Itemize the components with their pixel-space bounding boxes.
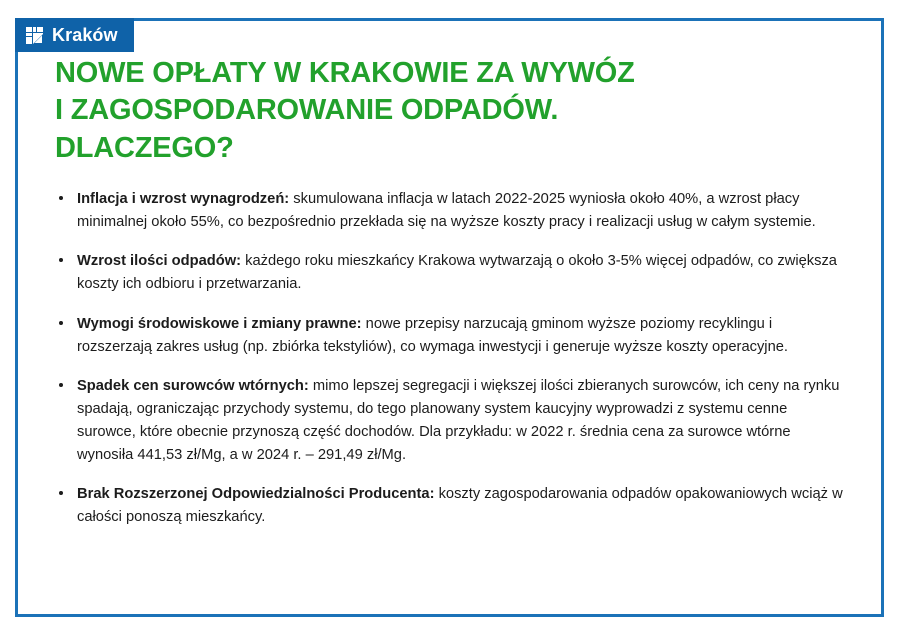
list-item-lead: Spadek cen surowców wtórnych: — [77, 377, 309, 394]
list-item — [55, 483, 845, 529]
brand-name-label: Kraków — [52, 25, 118, 45]
list-item-lead: Wzrost ilości odpadów: — [77, 253, 242, 270]
page-title-line-3: DLACZEGO? — [55, 131, 234, 164]
page-title — [55, 55, 735, 167]
list-item — [55, 188, 845, 234]
bullet-dot-icon — [59, 383, 63, 387]
list-item — [55, 375, 845, 467]
reasons-list — [55, 188, 845, 529]
card-content — [55, 55, 870, 625]
list-item — [55, 313, 845, 359]
list-item-body: każdego roku mieszkańcy Krakowa wytwarzają o około 3-5% więcej odpadów, co zwiększa koszty ich odbioru i przetwarzania. — [77, 253, 837, 293]
list-item-lead: Inflacja i wzrost wynagrodzeń: — [77, 191, 290, 208]
bullet-dot-icon — [59, 258, 63, 262]
bullet-dot-icon — [59, 491, 63, 495]
list-item-lead: Brak Rozszerzonej Odpowiedzialności Producenta: — [77, 486, 435, 502]
krakow-brand-tab — [15, 18, 134, 52]
list-item-lead: Wymogi środowiskowe i zmiany prawne: — [77, 315, 362, 332]
page-title-line-1: NOWE OPŁATY W KRAKOWIE ZA WYWÓZ — [55, 57, 635, 89]
bullet-dot-icon — [59, 321, 63, 325]
list-item-body: nowe przepisy narzucają gminom wyższe poziomy recyklingu i rozszerzają zakres usług (np. zbiórka tekstyliów), co wymaga inwestycji i generuje wyższe koszty operacyjne. — [77, 315, 788, 355]
list-item — [55, 250, 845, 296]
page-title-line-2: I ZAGOSPODAROWANIE ODPADÓW. — [55, 94, 559, 127]
list-item-body: mimo lepszej segregacji i większej ilości zbieranych surowców, ich ceny na rynku spadają, ograniczając przychody systemu, do tego planowany system kaucyjny wyprowadzi z systemu cenne surowce, które obecnie przynoszą część dochodów. Dla przykładu: w 2022 r. średnia cena za surowce wtórne wynosiła 441,53 zł/Mg, a w 2024 r. – 291,49 zł/Mg. — [77, 377, 840, 463]
krakow-grid-logo-icon — [26, 27, 43, 44]
list-item-body: skumulowana inflacja w latach 2022-2025 wyniosła około 40%, a wzrost płacy minimalnej około 55%, co bezpośrednio przekłada się na wyższe koszty pracy i realizacji usług w całym systemie. — [77, 191, 816, 231]
bullet-dot-icon — [59, 196, 63, 200]
list-item-body: koszty zagospodarowania odpadów opakowaniowych wciąż w całości ponoszą mieszkańcy. — [77, 486, 843, 526]
